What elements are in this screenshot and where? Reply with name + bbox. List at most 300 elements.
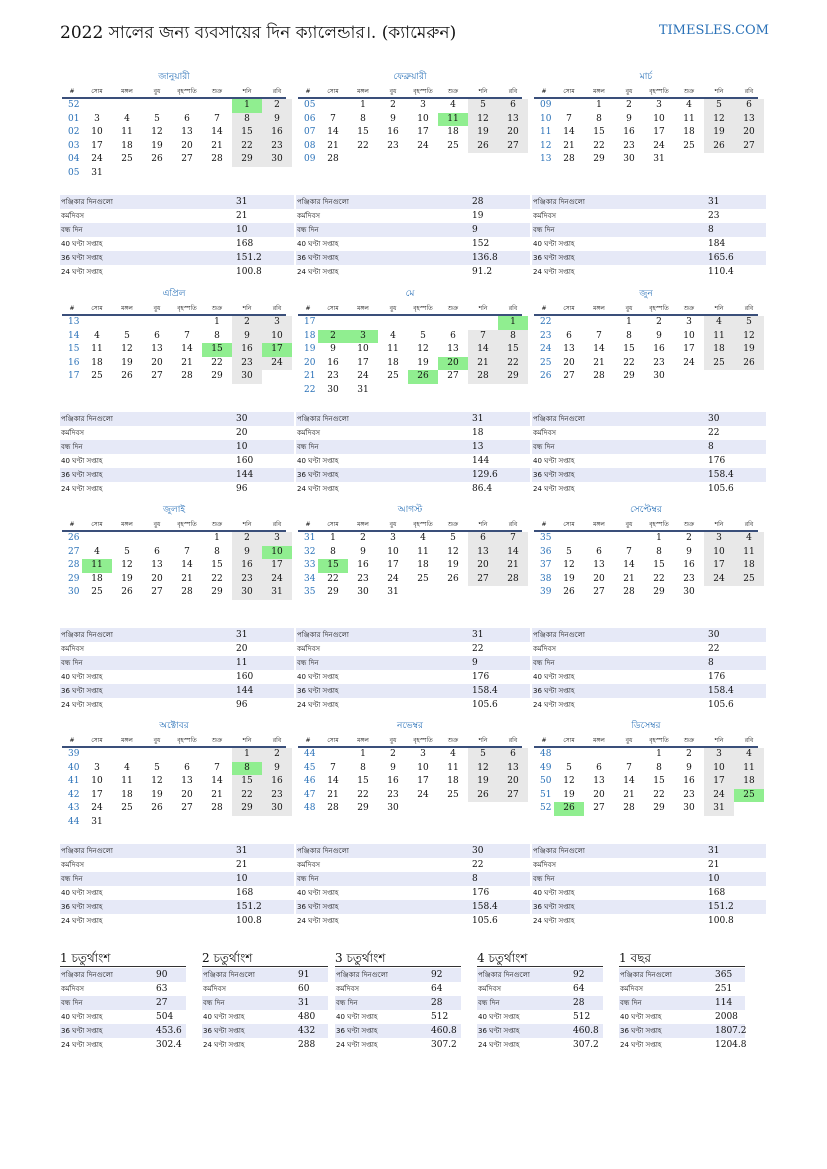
day-cell[interactable]: 12: [151, 776, 163, 786]
day-cell[interactable]: 28: [327, 803, 339, 813]
day-cell[interactable]: 6: [596, 546, 602, 557]
day-cell[interactable]: 6: [498, 99, 528, 113]
day-cell[interactable]: 18: [91, 357, 103, 368]
day-cell[interactable]: 10: [357, 344, 369, 354]
day-cell[interactable]: 10: [417, 113, 429, 124]
day-cell[interactable]: 24: [262, 357, 292, 371]
day-cell[interactable]: 28: [593, 371, 605, 381]
day-cell[interactable]: 24: [653, 140, 665, 151]
day-cell[interactable]: 29: [357, 803, 369, 813]
day-cell[interactable]: 2: [686, 749, 692, 759]
day-cell[interactable]: 15: [318, 559, 348, 573]
day-cell[interactable]: 15: [623, 344, 635, 354]
day-cell[interactable]: 29: [623, 371, 635, 381]
day-cell[interactable]: 28: [563, 154, 575, 164]
day-cell[interactable]: 27: [151, 587, 163, 597]
day-cell[interactable]: 8: [626, 330, 632, 341]
day-cell[interactable]: 24: [704, 789, 734, 803]
day-cell[interactable]: 20: [151, 357, 163, 368]
day-cell[interactable]: 30: [683, 587, 695, 597]
day-cell[interactable]: 3: [348, 330, 378, 344]
day-cell[interactable]: 14: [623, 776, 635, 786]
day-cell[interactable]: 14: [468, 343, 498, 357]
day-cell[interactable]: 21: [211, 140, 223, 151]
day-cell[interactable]: 21: [623, 573, 635, 584]
day-cell[interactable]: 13: [498, 113, 528, 127]
day-cell[interactable]: 23: [262, 789, 292, 803]
day-cell[interactable]: 12: [563, 776, 575, 786]
day-cell[interactable]: 9: [626, 113, 632, 124]
day-cell[interactable]: 26: [121, 587, 133, 597]
day-cell[interactable]: 5: [154, 762, 160, 773]
day-cell[interactable]: 11: [438, 113, 468, 127]
day-cell[interactable]: 18: [121, 140, 133, 151]
day-cell[interactable]: 26: [734, 357, 764, 371]
day-cell[interactable]: 28: [468, 370, 498, 384]
day-cell[interactable]: 19: [468, 775, 498, 789]
day-cell[interactable]: 21: [181, 573, 193, 584]
day-cell[interactable]: 28: [623, 803, 635, 813]
day-cell[interactable]: 27: [151, 371, 163, 381]
day-cell[interactable]: 22: [232, 789, 262, 803]
day-cell[interactable]: 24: [417, 140, 429, 151]
day-cell[interactable]: 17: [704, 775, 734, 789]
day-cell[interactable]: 10: [683, 330, 695, 341]
day-cell[interactable]: 15: [232, 775, 262, 789]
day-cell[interactable]: 31: [91, 816, 103, 827]
day-cell[interactable]: 22: [653, 789, 665, 800]
day-cell[interactable]: 2: [626, 100, 632, 110]
day-cell[interactable]: 7: [214, 762, 220, 773]
day-cell[interactable]: 4: [94, 330, 100, 341]
day-cell[interactable]: 11: [683, 113, 695, 124]
day-cell[interactable]: 5: [566, 546, 572, 557]
day-cell[interactable]: 28: [211, 154, 223, 164]
day-cell[interactable]: 6: [450, 330, 456, 341]
day-cell[interactable]: 23: [683, 573, 695, 584]
day-cell[interactable]: 18: [91, 573, 103, 584]
day-cell[interactable]: 26: [468, 140, 498, 154]
day-cell[interactable]: 29: [653, 587, 665, 597]
day-cell[interactable]: 23: [357, 573, 369, 584]
day-cell[interactable]: 12: [704, 113, 734, 127]
day-cell[interactable]: 20: [498, 126, 528, 140]
day-cell[interactable]: 24: [417, 789, 429, 800]
day-cell[interactable]: 22: [211, 573, 223, 584]
day-cell[interactable]: 15: [211, 560, 223, 570]
day-cell[interactable]: 15: [653, 560, 665, 570]
day-cell[interactable]: 30: [623, 154, 635, 164]
day-cell[interactable]: 15: [202, 343, 232, 357]
day-cell[interactable]: 7: [184, 330, 190, 341]
day-cell[interactable]: 20: [498, 775, 528, 789]
day-cell[interactable]: 5: [704, 99, 734, 113]
day-cell[interactable]: 25: [447, 789, 459, 800]
day-cell[interactable]: 9: [656, 330, 662, 341]
day-cell[interactable]: 19: [734, 343, 764, 357]
day-cell[interactable]: 13: [593, 776, 605, 786]
day-cell[interactable]: 24: [262, 573, 292, 587]
day-cell[interactable]: 6: [184, 113, 190, 124]
day-cell[interactable]: 22: [211, 357, 223, 368]
day-cell[interactable]: 27: [468, 573, 498, 587]
day-cell[interactable]: 12: [417, 344, 429, 354]
month-name[interactable]: ফেব্রুয়ারী: [393, 72, 427, 82]
day-cell[interactable]: 31: [357, 384, 369, 395]
day-cell[interactable]: 14: [498, 546, 528, 560]
day-cell[interactable]: 29: [593, 154, 605, 164]
day-cell[interactable]: 6: [154, 330, 160, 341]
day-cell[interactable]: 4: [734, 748, 764, 762]
day-cell[interactable]: 25: [704, 357, 734, 371]
day-cell[interactable]: 30: [262, 153, 292, 167]
day-cell[interactable]: 5: [468, 748, 498, 762]
day-cell[interactable]: 2: [262, 748, 292, 762]
day-cell[interactable]: 20: [593, 789, 605, 800]
day-cell[interactable]: 31: [704, 802, 734, 816]
day-cell[interactable]: 12: [151, 127, 163, 137]
day-cell[interactable]: 27: [734, 140, 764, 154]
day-cell[interactable]: 6: [566, 330, 572, 341]
day-cell[interactable]: 13: [498, 762, 528, 776]
day-cell[interactable]: 23: [683, 789, 695, 800]
day-cell[interactable]: 8: [360, 762, 366, 773]
day-cell[interactable]: 17: [387, 560, 399, 570]
day-cell[interactable]: 21: [181, 357, 193, 368]
day-cell[interactable]: 13: [563, 344, 575, 354]
day-cell[interactable]: 5: [468, 99, 498, 113]
day-cell[interactable]: 21: [468, 357, 498, 371]
day-cell[interactable]: 20: [181, 789, 193, 800]
day-cell[interactable]: 22: [498, 357, 528, 371]
day-cell[interactable]: 28: [498, 573, 528, 587]
day-cell[interactable]: 23: [327, 371, 339, 381]
day-cell[interactable]: 21: [498, 559, 528, 573]
day-cell[interactable]: 15: [357, 776, 369, 786]
day-cell[interactable]: 27: [593, 587, 605, 597]
day-cell[interactable]: 22: [623, 357, 635, 368]
day-cell[interactable]: 25: [91, 587, 103, 597]
day-cell[interactable]: 7: [214, 113, 220, 124]
day-cell[interactable]: 9: [262, 762, 292, 776]
day-cell[interactable]: 24: [91, 154, 103, 164]
day-cell[interactable]: 27: [181, 154, 193, 164]
day-cell[interactable]: 10: [91, 127, 103, 137]
day-cell[interactable]: 14: [211, 776, 223, 786]
day-cell[interactable]: 14: [593, 344, 605, 354]
day-cell[interactable]: 10: [262, 330, 292, 344]
day-cell[interactable]: 30: [357, 587, 369, 597]
day-cell[interactable]: 20: [151, 573, 163, 584]
month-name[interactable]: জানুয়ারী: [158, 72, 190, 82]
day-cell[interactable]: 8: [214, 330, 220, 341]
day-cell[interactable]: 30: [683, 803, 695, 813]
day-cell[interactable]: 22: [357, 140, 369, 151]
day-cell[interactable]: 21: [211, 789, 223, 800]
month-name[interactable]: জুন: [639, 289, 653, 299]
day-cell[interactable]: 20: [593, 573, 605, 584]
day-cell[interactable]: 3: [390, 533, 396, 543]
day-cell[interactable]: 25: [387, 371, 399, 381]
day-cell[interactable]: 14: [211, 127, 223, 137]
day-cell[interactable]: 7: [330, 762, 336, 773]
day-cell[interactable]: 23: [232, 357, 262, 371]
day-cell[interactable]: 14: [563, 127, 575, 137]
day-cell[interactable]: 12: [563, 560, 575, 570]
day-cell[interactable]: 2: [390, 749, 396, 759]
day-cell[interactable]: 14: [327, 776, 339, 786]
day-cell[interactable]: 17: [262, 559, 292, 573]
day-cell[interactable]: 3: [686, 317, 692, 327]
day-cell[interactable]: 25: [121, 154, 133, 164]
day-cell[interactable]: 12: [447, 546, 459, 557]
day-cell[interactable]: 17: [357, 357, 369, 368]
day-cell[interactable]: 28: [181, 371, 193, 381]
day-cell[interactable]: 24: [704, 573, 734, 587]
day-cell[interactable]: 21: [327, 140, 339, 151]
day-cell[interactable]: 4: [124, 762, 130, 773]
day-cell[interactable]: 17: [704, 559, 734, 573]
day-cell[interactable]: 28: [211, 803, 223, 813]
day-cell[interactable]: 1: [656, 533, 662, 543]
day-cell[interactable]: 22: [593, 140, 605, 151]
day-cell[interactable]: 13: [151, 560, 163, 570]
day-cell[interactable]: 19: [151, 140, 163, 151]
day-cell[interactable]: 27: [447, 371, 459, 381]
day-cell[interactable]: 16: [232, 559, 262, 573]
day-cell[interactable]: 11: [82, 559, 112, 573]
day-cell[interactable]: 9: [360, 546, 366, 557]
month-name[interactable]: এপ্রিল: [162, 289, 186, 299]
day-cell[interactable]: 24: [387, 573, 399, 584]
day-cell[interactable]: 5: [450, 533, 456, 543]
day-cell[interactable]: 8: [498, 330, 528, 344]
day-cell[interactable]: 19: [447, 560, 459, 570]
day-cell[interactable]: 25: [121, 803, 133, 813]
day-cell[interactable]: 12: [734, 330, 764, 344]
day-cell[interactable]: 19: [121, 357, 133, 368]
day-cell[interactable]: 2: [232, 316, 262, 330]
day-cell[interactable]: 21: [563, 140, 575, 151]
day-cell[interactable]: 10: [704, 546, 734, 560]
day-cell[interactable]: 1: [360, 100, 366, 110]
day-cell[interactable]: 8: [656, 546, 662, 557]
day-cell[interactable]: 16: [232, 343, 262, 357]
day-cell[interactable]: 5: [734, 316, 764, 330]
day-cell[interactable]: 19: [468, 126, 498, 140]
day-cell[interactable]: 30: [232, 586, 262, 600]
day-cell[interactable]: 29: [211, 587, 223, 597]
day-cell[interactable]: 11: [447, 762, 459, 773]
day-cell[interactable]: 16: [262, 775, 292, 789]
day-cell[interactable]: 29: [653, 803, 665, 813]
day-cell[interactable]: 10: [262, 546, 292, 560]
day-cell[interactable]: 17: [683, 344, 695, 354]
day-cell[interactable]: 3: [420, 749, 426, 759]
day-cell[interactable]: 19: [151, 789, 163, 800]
day-cell[interactable]: 16: [357, 560, 369, 570]
day-cell[interactable]: 31: [91, 167, 103, 178]
day-cell[interactable]: 13: [181, 127, 193, 137]
day-cell[interactable]: 29: [327, 587, 339, 597]
day-cell[interactable]: 7: [468, 330, 498, 344]
day-cell[interactable]: 27: [181, 803, 193, 813]
day-cell[interactable]: 1: [214, 533, 220, 543]
day-cell[interactable]: 21: [593, 357, 605, 368]
day-cell[interactable]: 12: [121, 560, 133, 570]
day-cell[interactable]: 6: [596, 762, 602, 773]
day-cell[interactable]: 18: [683, 127, 695, 137]
day-cell[interactable]: 25: [91, 371, 103, 381]
day-cell[interactable]: 9: [686, 546, 692, 557]
day-cell[interactable]: 3: [94, 762, 100, 773]
month-name[interactable]: মে: [405, 289, 415, 299]
day-cell[interactable]: 19: [417, 357, 429, 368]
day-cell[interactable]: 1: [214, 317, 220, 327]
day-cell[interactable]: 9: [262, 113, 292, 127]
day-cell[interactable]: 22: [357, 789, 369, 800]
day-cell[interactable]: 8: [330, 546, 336, 557]
day-cell[interactable]: 30: [262, 802, 292, 816]
day-cell[interactable]: 11: [734, 546, 764, 560]
day-cell[interactable]: 27: [498, 140, 528, 154]
day-cell[interactable]: 26: [151, 803, 163, 813]
day-cell[interactable]: 26: [408, 370, 438, 384]
month-name[interactable]: অক্টোবর: [159, 721, 189, 731]
day-cell[interactable]: 7: [626, 546, 632, 557]
day-cell[interactable]: 23: [387, 789, 399, 800]
day-cell[interactable]: 21: [327, 789, 339, 800]
day-cell[interactable]: 20: [438, 357, 468, 371]
day-cell[interactable]: 23: [232, 573, 262, 587]
day-cell[interactable]: 7: [626, 762, 632, 773]
day-cell[interactable]: 9: [330, 344, 336, 354]
day-cell[interactable]: 18: [447, 776, 459, 786]
day-cell[interactable]: 27: [593, 803, 605, 813]
day-cell[interactable]: 26: [121, 371, 133, 381]
day-cell[interactable]: 4: [390, 330, 396, 341]
month-name[interactable]: নভেম্বর: [397, 721, 423, 731]
day-cell[interactable]: 16: [623, 127, 635, 137]
day-cell[interactable]: 11: [121, 776, 133, 786]
day-cell[interactable]: 18: [734, 559, 764, 573]
day-cell[interactable]: 3: [262, 532, 292, 546]
day-cell[interactable]: 8: [232, 113, 262, 127]
day-cell[interactable]: 9: [390, 113, 396, 124]
day-cell[interactable]: 31: [387, 587, 399, 597]
day-cell[interactable]: 3: [656, 100, 662, 110]
day-cell[interactable]: 20: [181, 140, 193, 151]
day-cell[interactable]: 18: [734, 775, 764, 789]
day-cell[interactable]: 17: [417, 776, 429, 786]
day-cell[interactable]: 7: [566, 113, 572, 124]
day-cell[interactable]: 15: [232, 126, 262, 140]
day-cell[interactable]: 18: [121, 789, 133, 800]
day-cell[interactable]: 13: [734, 113, 764, 127]
day-cell[interactable]: 12: [468, 762, 498, 776]
day-cell[interactable]: 16: [683, 560, 695, 570]
day-cell[interactable]: 2: [390, 100, 396, 110]
day-cell[interactable]: 6: [498, 748, 528, 762]
day-cell[interactable]: 13: [151, 344, 163, 354]
day-cell[interactable]: 11: [91, 344, 103, 354]
day-cell[interactable]: 27: [498, 789, 528, 803]
day-cell[interactable]: 31: [653, 154, 665, 164]
day-cell[interactable]: 17: [653, 127, 665, 137]
day-cell[interactable]: 2: [318, 330, 348, 344]
day-cell[interactable]: 22: [327, 573, 339, 584]
day-cell[interactable]: 17: [262, 343, 292, 357]
month-name[interactable]: মার্চ: [639, 72, 653, 82]
day-cell[interactable]: 24: [357, 371, 369, 381]
day-cell[interactable]: 8: [232, 762, 262, 776]
day-cell[interactable]: 16: [262, 126, 292, 140]
day-cell[interactable]: 30: [327, 384, 339, 395]
day-cell[interactable]: 9: [232, 546, 262, 560]
day-cell[interactable]: 3: [420, 100, 426, 110]
day-cell[interactable]: 6: [184, 762, 190, 773]
month-name[interactable]: সেপ্টেম্বর: [630, 505, 662, 515]
day-cell[interactable]: 13: [181, 776, 193, 786]
day-cell[interactable]: 20: [734, 126, 764, 140]
day-cell[interactable]: 14: [181, 560, 193, 570]
day-cell[interactable]: 4: [450, 100, 456, 110]
day-cell[interactable]: 16: [327, 357, 339, 368]
day-cell[interactable]: 15: [498, 343, 528, 357]
day-cell[interactable]: 3: [262, 316, 292, 330]
day-cell[interactable]: 5: [124, 330, 130, 341]
day-cell[interactable]: 11: [704, 330, 734, 344]
day-cell[interactable]: 7: [596, 330, 602, 341]
day-cell[interactable]: 16: [683, 776, 695, 786]
day-cell[interactable]: 15: [593, 127, 605, 137]
day-cell[interactable]: 18: [447, 127, 459, 137]
day-cell[interactable]: 14: [181, 344, 193, 354]
day-cell[interactable]: 2: [656, 317, 662, 327]
day-cell[interactable]: 1: [232, 99, 262, 113]
day-cell[interactable]: 24: [683, 357, 695, 368]
day-cell[interactable]: 8: [596, 113, 602, 124]
day-cell[interactable]: 31: [262, 586, 292, 600]
day-cell[interactable]: 17: [91, 140, 103, 151]
day-cell[interactable]: 19: [563, 573, 575, 584]
day-cell[interactable]: 3: [704, 748, 734, 762]
day-cell[interactable]: 11: [387, 344, 399, 354]
day-cell[interactable]: 23: [623, 140, 635, 151]
day-cell[interactable]: 29: [211, 371, 223, 381]
day-cell[interactable]: 18: [417, 560, 429, 570]
day-cell[interactable]: 11: [417, 546, 429, 557]
day-cell[interactable]: 17: [91, 789, 103, 800]
day-cell[interactable]: 7: [498, 532, 528, 546]
day-cell[interactable]: 7: [184, 546, 190, 557]
day-cell[interactable]: 25: [734, 789, 764, 803]
day-cell[interactable]: 1: [498, 316, 528, 330]
site-brand[interactable]: TIMESLES.COM: [658, 23, 769, 38]
day-cell[interactable]: 9: [686, 762, 692, 773]
day-cell[interactable]: 3: [94, 113, 100, 124]
day-cell[interactable]: 1: [232, 748, 262, 762]
day-cell[interactable]: 16: [653, 344, 665, 354]
day-cell[interactable]: 15: [653, 776, 665, 786]
day-cell[interactable]: 24: [91, 803, 103, 813]
day-cell[interactable]: 19: [563, 789, 575, 800]
day-cell[interactable]: 2: [686, 533, 692, 543]
day-cell[interactable]: 26: [468, 789, 498, 803]
day-cell[interactable]: 28: [327, 154, 339, 164]
day-cell[interactable]: 5: [124, 546, 130, 557]
day-cell[interactable]: 21: [623, 789, 635, 800]
